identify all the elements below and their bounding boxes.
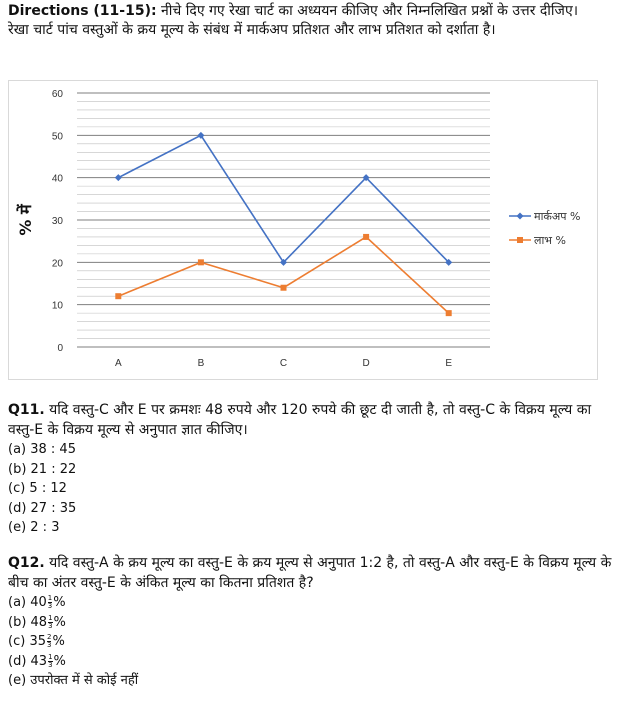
option-fraction [48, 654, 52, 669]
question-11-option: (e) 2 : 3 [8, 520, 60, 536]
option-whole: 40 [30, 595, 47, 610]
question-11-option: (a) 38 : 45 [8, 442, 76, 457]
legend-marker [517, 237, 523, 243]
directions-label: Directions (11-15): [8, 3, 157, 19]
option-suffix: % [53, 653, 66, 669]
option-prefix: (a) [8, 595, 31, 610]
y-tick-label: 0 [57, 343, 63, 354]
data-point [198, 259, 204, 265]
option-whole: 48 [30, 614, 48, 630]
option-prefix: (d) [8, 653, 31, 669]
question-11 [8, 400, 620, 538]
series-line [118, 237, 448, 313]
x-tick-label: D [362, 358, 370, 369]
option-fraction [48, 595, 52, 610]
data-point [446, 310, 452, 316]
directions-line2: रेखा चार्ट पांच वस्तुओं के क्रय मूल्य के संबंध में मार्कअप प्रतिशत और लाभ प्रतिशत को दर्शाता है। [8, 22, 496, 38]
legend-label: मार्कअप % [534, 210, 581, 223]
line-chart [8, 80, 598, 380]
question-12-option [8, 593, 620, 613]
fraction-denominator: 3 [48, 621, 53, 630]
question-12-option [8, 632, 620, 652]
option-whole: 43 [30, 653, 48, 669]
option-suffix: % [53, 595, 66, 610]
y-axis-label: % में [16, 204, 35, 236]
option-suffix: % [53, 614, 66, 630]
fraction-denominator: 3 [48, 660, 53, 669]
question-11-number: Q11. [8, 402, 45, 418]
question-11-options [8, 440, 620, 538]
option-prefix: (e) [8, 673, 31, 689]
fraction-numerator: 2 [46, 633, 52, 642]
y-tick-label: 60 [51, 89, 63, 100]
option-whole: 35 [29, 634, 46, 650]
fraction-denominator: 3 [46, 641, 52, 650]
x-tick-label: A [114, 358, 122, 369]
x-tick-label: B [197, 358, 205, 369]
x-tick-label: E [445, 358, 453, 369]
question-12-option [8, 671, 620, 691]
question-11-option: (d) 27 : 35 [8, 500, 77, 516]
fraction-numerator: 1 [48, 652, 53, 661]
y-tick-label: 30 [51, 216, 63, 227]
y-tick-label: 50 [51, 131, 63, 143]
line-chart-svg [9, 81, 599, 381]
question-12-option [8, 652, 620, 672]
question-12 [8, 553, 620, 691]
option-suffix: % [52, 634, 65, 650]
option-fraction [47, 634, 51, 649]
question-12-body: यदि वस्तु-A के क्रय मूल्य का वस्तु-E के क्रय मूल्य से अनुपात 1:2 है, तो वस्तु-A और वस्तु-E के विक्रय मूल्य के बीच का अंतर वस्तु-E के अंकित मूल्य का कितना प्रतिशत है? [8, 555, 612, 591]
legend-marker [517, 213, 524, 220]
question-12-text [8, 553, 620, 593]
question-11-text [8, 400, 620, 440]
fraction-numerator: 1 [48, 613, 53, 622]
y-tick-label: 40 [51, 173, 63, 185]
question-11-body: यदि वस्तु-C और E पर क्रमशः 48 रुपये और 120 रुपये की छूट दी जाती है, तो वस्तु-C के विक्रय मूल्य का वस्तु-E के विक्रय मूल्य से अनुपात ज्ञात कीजिए। [8, 402, 592, 438]
question-12-option [8, 613, 620, 633]
x-tick-label: C [279, 358, 288, 369]
directions-line1: नीचे दिए गए रेखा चार्ट का अध्ययन कीजिए और निम्नलिखित प्रश्नों के उत्तर दीजिए। [156, 3, 578, 19]
fraction-numerator: 1 [47, 594, 53, 602]
data-point [115, 293, 121, 299]
option-prefix: (b) [8, 614, 31, 630]
option-prefix: (c) [8, 634, 30, 650]
y-tick-label: 10 [51, 300, 63, 312]
data-point [363, 234, 369, 240]
data-point [281, 285, 287, 291]
directions-text [8, 2, 620, 40]
data-point [115, 174, 122, 181]
question-11-option: (c) 5 : 12 [8, 481, 67, 497]
option-fraction [48, 615, 52, 630]
question-12-options [8, 593, 620, 691]
option-text: उपरोक्त में से कोई नहीं [30, 673, 139, 689]
question-12-number: Q12. [8, 555, 45, 571]
y-tick-label: 20 [51, 258, 63, 270]
question-11-option: (b) 21 : 22 [8, 461, 77, 477]
series-line [118, 135, 448, 262]
fraction-denominator: 3 [47, 602, 53, 610]
legend-label: लाभ % [534, 234, 566, 247]
